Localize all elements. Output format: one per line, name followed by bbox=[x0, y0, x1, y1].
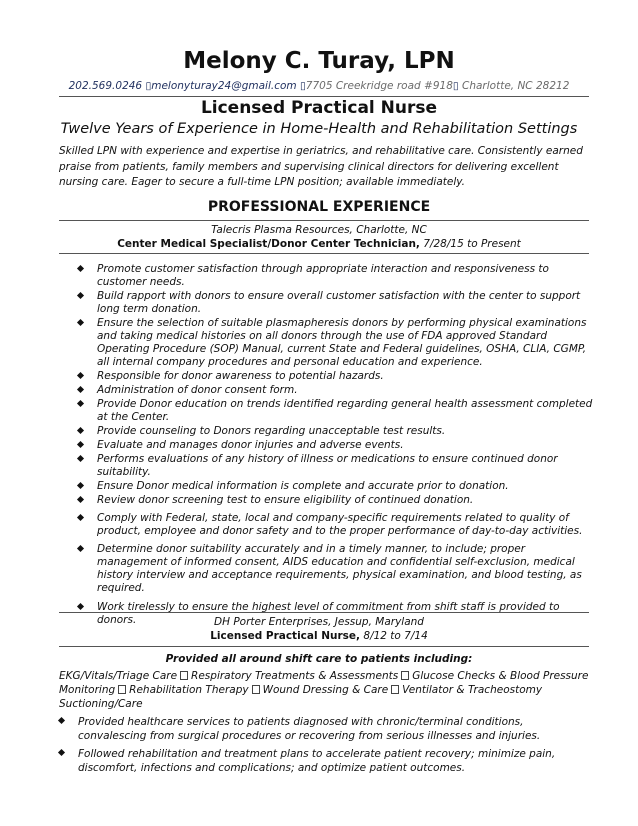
job2-intro: Provided all around shift care to patients including: bbox=[165, 653, 473, 665]
diamond-bullet-icon bbox=[77, 455, 84, 462]
separator-icon: ▯ bbox=[300, 80, 306, 92]
diamond-bullet-icon bbox=[77, 292, 84, 299]
contact-line bbox=[0, 80, 638, 92]
diamond-bullet-icon bbox=[58, 749, 65, 756]
separator-icon bbox=[252, 685, 260, 694]
separator-icon bbox=[401, 671, 409, 680]
diamond-bullet-icon bbox=[77, 400, 84, 407]
skill-item: Glucose Checks & Blood Pressure Monitoring bbox=[59, 670, 589, 696]
candidate-name: Melony C. Turay, LPN bbox=[183, 48, 455, 74]
diamond-bullet-icon bbox=[77, 319, 84, 326]
summary-paragraph: Skilled LPN with experience and expertise in geriatrics, and rehabilitative care. Consistently earned praise from patients, family members and supervising clinical directors for delivering excellent nursing care. Eager to secure a full-time LPN position; available immediately. bbox=[59, 145, 583, 188]
separator-icon: ▯ bbox=[145, 80, 152, 92]
diamond-bullet-icon bbox=[58, 717, 65, 724]
job2-top-divider bbox=[59, 612, 589, 613]
job2-bullet-list bbox=[59, 715, 589, 776]
address: 7705 Creekridge road #918 bbox=[305, 80, 453, 92]
header-divider bbox=[59, 96, 589, 97]
skill-item: Wound Dressing & Care bbox=[262, 684, 389, 696]
job2-divider bbox=[59, 646, 589, 647]
separator-icon bbox=[180, 671, 188, 680]
list-item: Provide Donor education on trends identified regarding general health assessment completed at the Center. bbox=[78, 398, 593, 424]
list-item: Review donor screening test to ensure eligibility of continued donation. bbox=[78, 494, 593, 507]
job1-dates: 7/28/15 to Present bbox=[423, 238, 521, 250]
list-item: Provide counseling to Donors regarding unacceptable test results. bbox=[78, 425, 593, 438]
skill-item: Ventilator & Tracheostomy Suctioning/Care bbox=[59, 684, 543, 710]
diamond-bullet-icon bbox=[77, 603, 84, 610]
job1-employer: Talecris Plasma Resources, Charlotte, NC bbox=[211, 224, 427, 236]
diamond-bullet-icon bbox=[77, 427, 84, 434]
separator-icon bbox=[391, 685, 399, 694]
separator-icon bbox=[118, 685, 126, 694]
job1-divider bbox=[59, 253, 589, 254]
job2-dates: 8/12 to 7/14 bbox=[363, 630, 428, 642]
skill-item: Rehabilitation Therapy bbox=[129, 684, 249, 696]
headline-subtitle: Twelve Years of Experience in Home-Health and Rehabilitation Settings bbox=[60, 121, 578, 137]
list-item: Administration of donor consent form. bbox=[78, 384, 593, 397]
list-item: Determine donor suitability accurately and in a timely manner, to include; proper management of informed consent, AIDS education and confidential self-exclusion, medical history interview and acceptance requirements, physical examination, and blood testing, as required. bbox=[78, 543, 593, 595]
list-item: Work tirelessly to ensure the highest level of commitment from shift staff is provided to donors. bbox=[78, 601, 593, 627]
list-item: Evaluate and manages donor injuries and adverse events. bbox=[78, 439, 593, 452]
diamond-bullet-icon bbox=[77, 496, 84, 503]
list-item: Performs evaluations of any history of illness or medications to ensure continued donor suitability. bbox=[78, 453, 593, 479]
section-title: PROFESSIONAL EXPERIENCE bbox=[207, 199, 431, 215]
job2-role: Licensed Practical Nurse, bbox=[210, 630, 361, 642]
list-item: Responsible for donor awareness to potential hazards. bbox=[78, 370, 593, 383]
job2-employer: DH Porter Enterprises, Jessup, Maryland bbox=[214, 616, 424, 628]
job1-role-line bbox=[0, 238, 638, 250]
list-item: Ensure Donor medical information is complete and accurate prior to donation. bbox=[78, 480, 593, 493]
diamond-bullet-icon bbox=[77, 482, 84, 489]
section-divider bbox=[59, 220, 589, 221]
skill-item: Respiratory Treatments & Assessments bbox=[191, 670, 399, 682]
list-item: Followed rehabilitation and treatment plans to accelerate patient recovery; minimize pain, discomfort, infections and complications; and optimize patient outcomes. bbox=[59, 747, 589, 775]
diamond-bullet-icon bbox=[77, 372, 84, 379]
skills-strip bbox=[59, 669, 589, 711]
city: Charlotte, NC 28212 bbox=[462, 80, 570, 92]
phone: 202.569.0246 bbox=[68, 80, 143, 92]
diamond-bullet-icon bbox=[77, 265, 84, 272]
diamond-bullet-icon bbox=[77, 545, 84, 552]
separator-icon: ▯ bbox=[452, 80, 459, 92]
email[interactable]: melonyturay24@gmail.com bbox=[151, 80, 297, 92]
headline-title: Licensed Practical Nurse bbox=[200, 98, 438, 118]
skill-item: EKG/Vitals/Triage Care bbox=[59, 670, 178, 682]
list-item: Build rapport with donors to ensure overall customer satisfaction with the center to support long term donation. bbox=[78, 290, 593, 316]
list-item: Provided healthcare services to patients diagnosed with chronic/terminal conditions, convalescing from surgical procedures or recovering from serious illnesses and injuries. bbox=[59, 715, 589, 743]
list-item: Ensure the selection of suitable plasmapheresis donors by performing physical examinations and taking medical histories on all donors through the use of FDA approved Standard Operating Procedure (SOP) Manual, current State and Federal guidelines, OSHA, CLIA, CGMP, all internal company procedures and personal education and experience. bbox=[78, 317, 593, 369]
list-item: Comply with Federal, state, local and company-specific requirements related to quality of product, employee and donor safety and to the proper performance of day-to-day activities. bbox=[78, 512, 593, 538]
job2-role-line bbox=[0, 630, 638, 642]
job1-bullet-list bbox=[78, 263, 593, 628]
diamond-bullet-icon bbox=[77, 386, 84, 393]
job1-role: Center Medical Specialist/Donor Center Technician, bbox=[117, 238, 420, 250]
diamond-bullet-icon bbox=[77, 514, 84, 521]
diamond-bullet-icon bbox=[77, 441, 84, 448]
list-item: Promote customer satisfaction through appropriate interaction and responsiveness to customer needs. bbox=[78, 263, 593, 289]
